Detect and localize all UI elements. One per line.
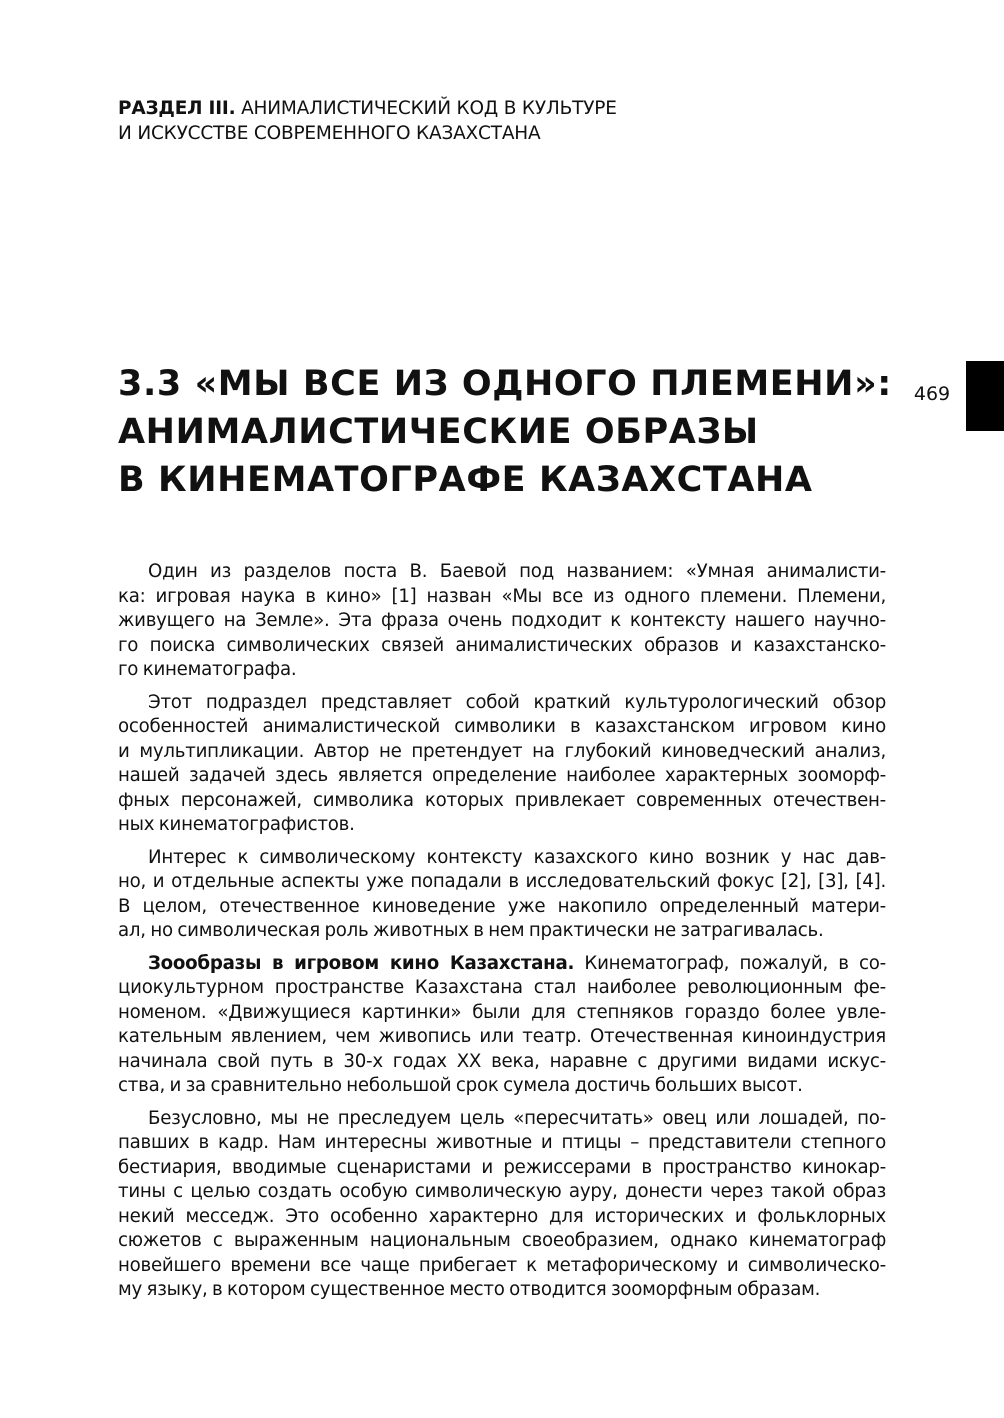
- text-line: некий месседж. Это особенно характерно для исторических и фольклорных: [118, 1205, 886, 1227]
- section-title-part-1: АНИМАЛИСТИЧЕСКИЙ КОД В КУЛЬТУРЕ: [235, 98, 617, 119]
- paragraph-3: [118, 846, 886, 944]
- running-head: [118, 96, 678, 146]
- text-run: Кинематограф, пожалуй, в со-: [574, 952, 886, 974]
- text-line: В целом, отечественное киноведение уже накопило определенный матери-: [118, 895, 886, 917]
- text-line: ал, но символическая роль животных в нем практически не затрагивалась.: [118, 920, 824, 941]
- text-line: фных персонажей, символика которых привлекает современных отечествен-: [118, 789, 886, 811]
- section-label: РАЗДЕЛ III.: [118, 98, 236, 119]
- paragraph-2: [118, 691, 886, 838]
- paragraph-1: [118, 560, 886, 683]
- text-line: и мультипликации. Автор не претендует на глубокий киноведческий анализ,: [118, 740, 886, 762]
- text-line: Интерес к символическому контексту казахского кино возник у нас дав-: [148, 846, 886, 868]
- title-line: 3.3 «МЫ ВСЕ ИЗ ОДНОГО ПЛЕМЕНИ»:: [118, 364, 892, 404]
- text-line: но, и отдельные аспекты уже попадали в исследовательский фокус [2], [3], [4].: [118, 871, 886, 892]
- text-line: го поиска символических связей анималистических образов и казахстанско-: [118, 634, 886, 656]
- text-line: Безусловно, мы не преследуем цель «пересчитать» овец или лошадей, по-: [148, 1107, 886, 1129]
- text-line: ных кинематографистов.: [118, 814, 355, 835]
- text-line: сюжетов с выраженным национальным своеобразием, однако кинематограф: [118, 1230, 886, 1251]
- text-line: кательным явлением, чем живопись или театр. Отечественная киноиндустрия: [118, 1026, 886, 1047]
- text-line: Один из разделов поста В. Баевой под названием: «Умная анималисти-: [148, 561, 886, 582]
- running-head-line-1: [118, 96, 678, 121]
- thumb-index-tab: [966, 361, 1004, 431]
- text-line: циокультурном пространстве Казахстана стал наиболее революционным фе-: [118, 977, 886, 998]
- page-number: 469: [913, 383, 951, 405]
- text-line: особенностей анималистической символики в казахстанском игровом кино: [118, 716, 886, 737]
- text-line: новейшего времени все чаще прибегает к метафорическому и символическо-: [118, 1254, 886, 1276]
- title-line: АНИМАЛИСТИЧЕСКИЕ ОБРАЗЫ: [118, 412, 759, 452]
- text-line: [118, 952, 886, 977]
- chapter-title: [118, 360, 898, 504]
- text-line: начинала свой путь в 30-х годах XX века, наравне с другими видами искус-: [118, 1050, 886, 1072]
- text-line: бестиария, вводимые сценаристами и режиссерами в пространство кинокар-: [118, 1156, 886, 1178]
- section-title-part-2: И ИСКУССТВЕ СОВРЕМЕННОГО КАЗАХСТАНА: [118, 123, 541, 144]
- text-line: Этот подраздел представляет собой краткий культурологический обзор: [148, 691, 886, 713]
- text-line: нашей задачей здесь является определение наиболее характерных зооморф-: [118, 765, 886, 786]
- text-line: павших в кадр. Нам интересны животные и птицы – представители степного: [118, 1132, 886, 1153]
- text-line: ка: игровая наука в кино» [1] назван «Мы все из одного племени. Племени,: [118, 585, 886, 607]
- text-line: го кинематографа.: [118, 659, 297, 680]
- text-line: номеном. «Движущиеся картинки» были для степняков гораздо более увле-: [118, 1001, 886, 1023]
- text-line: живущего на Земле». Эта фраза очень подходит к контексту нашего научно-: [118, 610, 886, 631]
- paragraph-4: [118, 952, 886, 1099]
- body-text: [118, 560, 886, 1311]
- text-line: тины с целью создать особую символическую ауру, донести через такой образ: [118, 1181, 886, 1202]
- subheading-run-in: Зоообразы в игровом кино Казахстана.: [148, 952, 575, 974]
- text-line: ства, и за сравнительно небольшой срок сумела достичь больших высот.: [118, 1075, 803, 1096]
- paragraph-5: [118, 1107, 886, 1303]
- text-line: му языку, в котором существенное место отводится зооморфным образам.: [118, 1279, 821, 1300]
- title-line: В КИНЕМАТОГРАФЕ КАЗАХСТАНА: [118, 460, 813, 500]
